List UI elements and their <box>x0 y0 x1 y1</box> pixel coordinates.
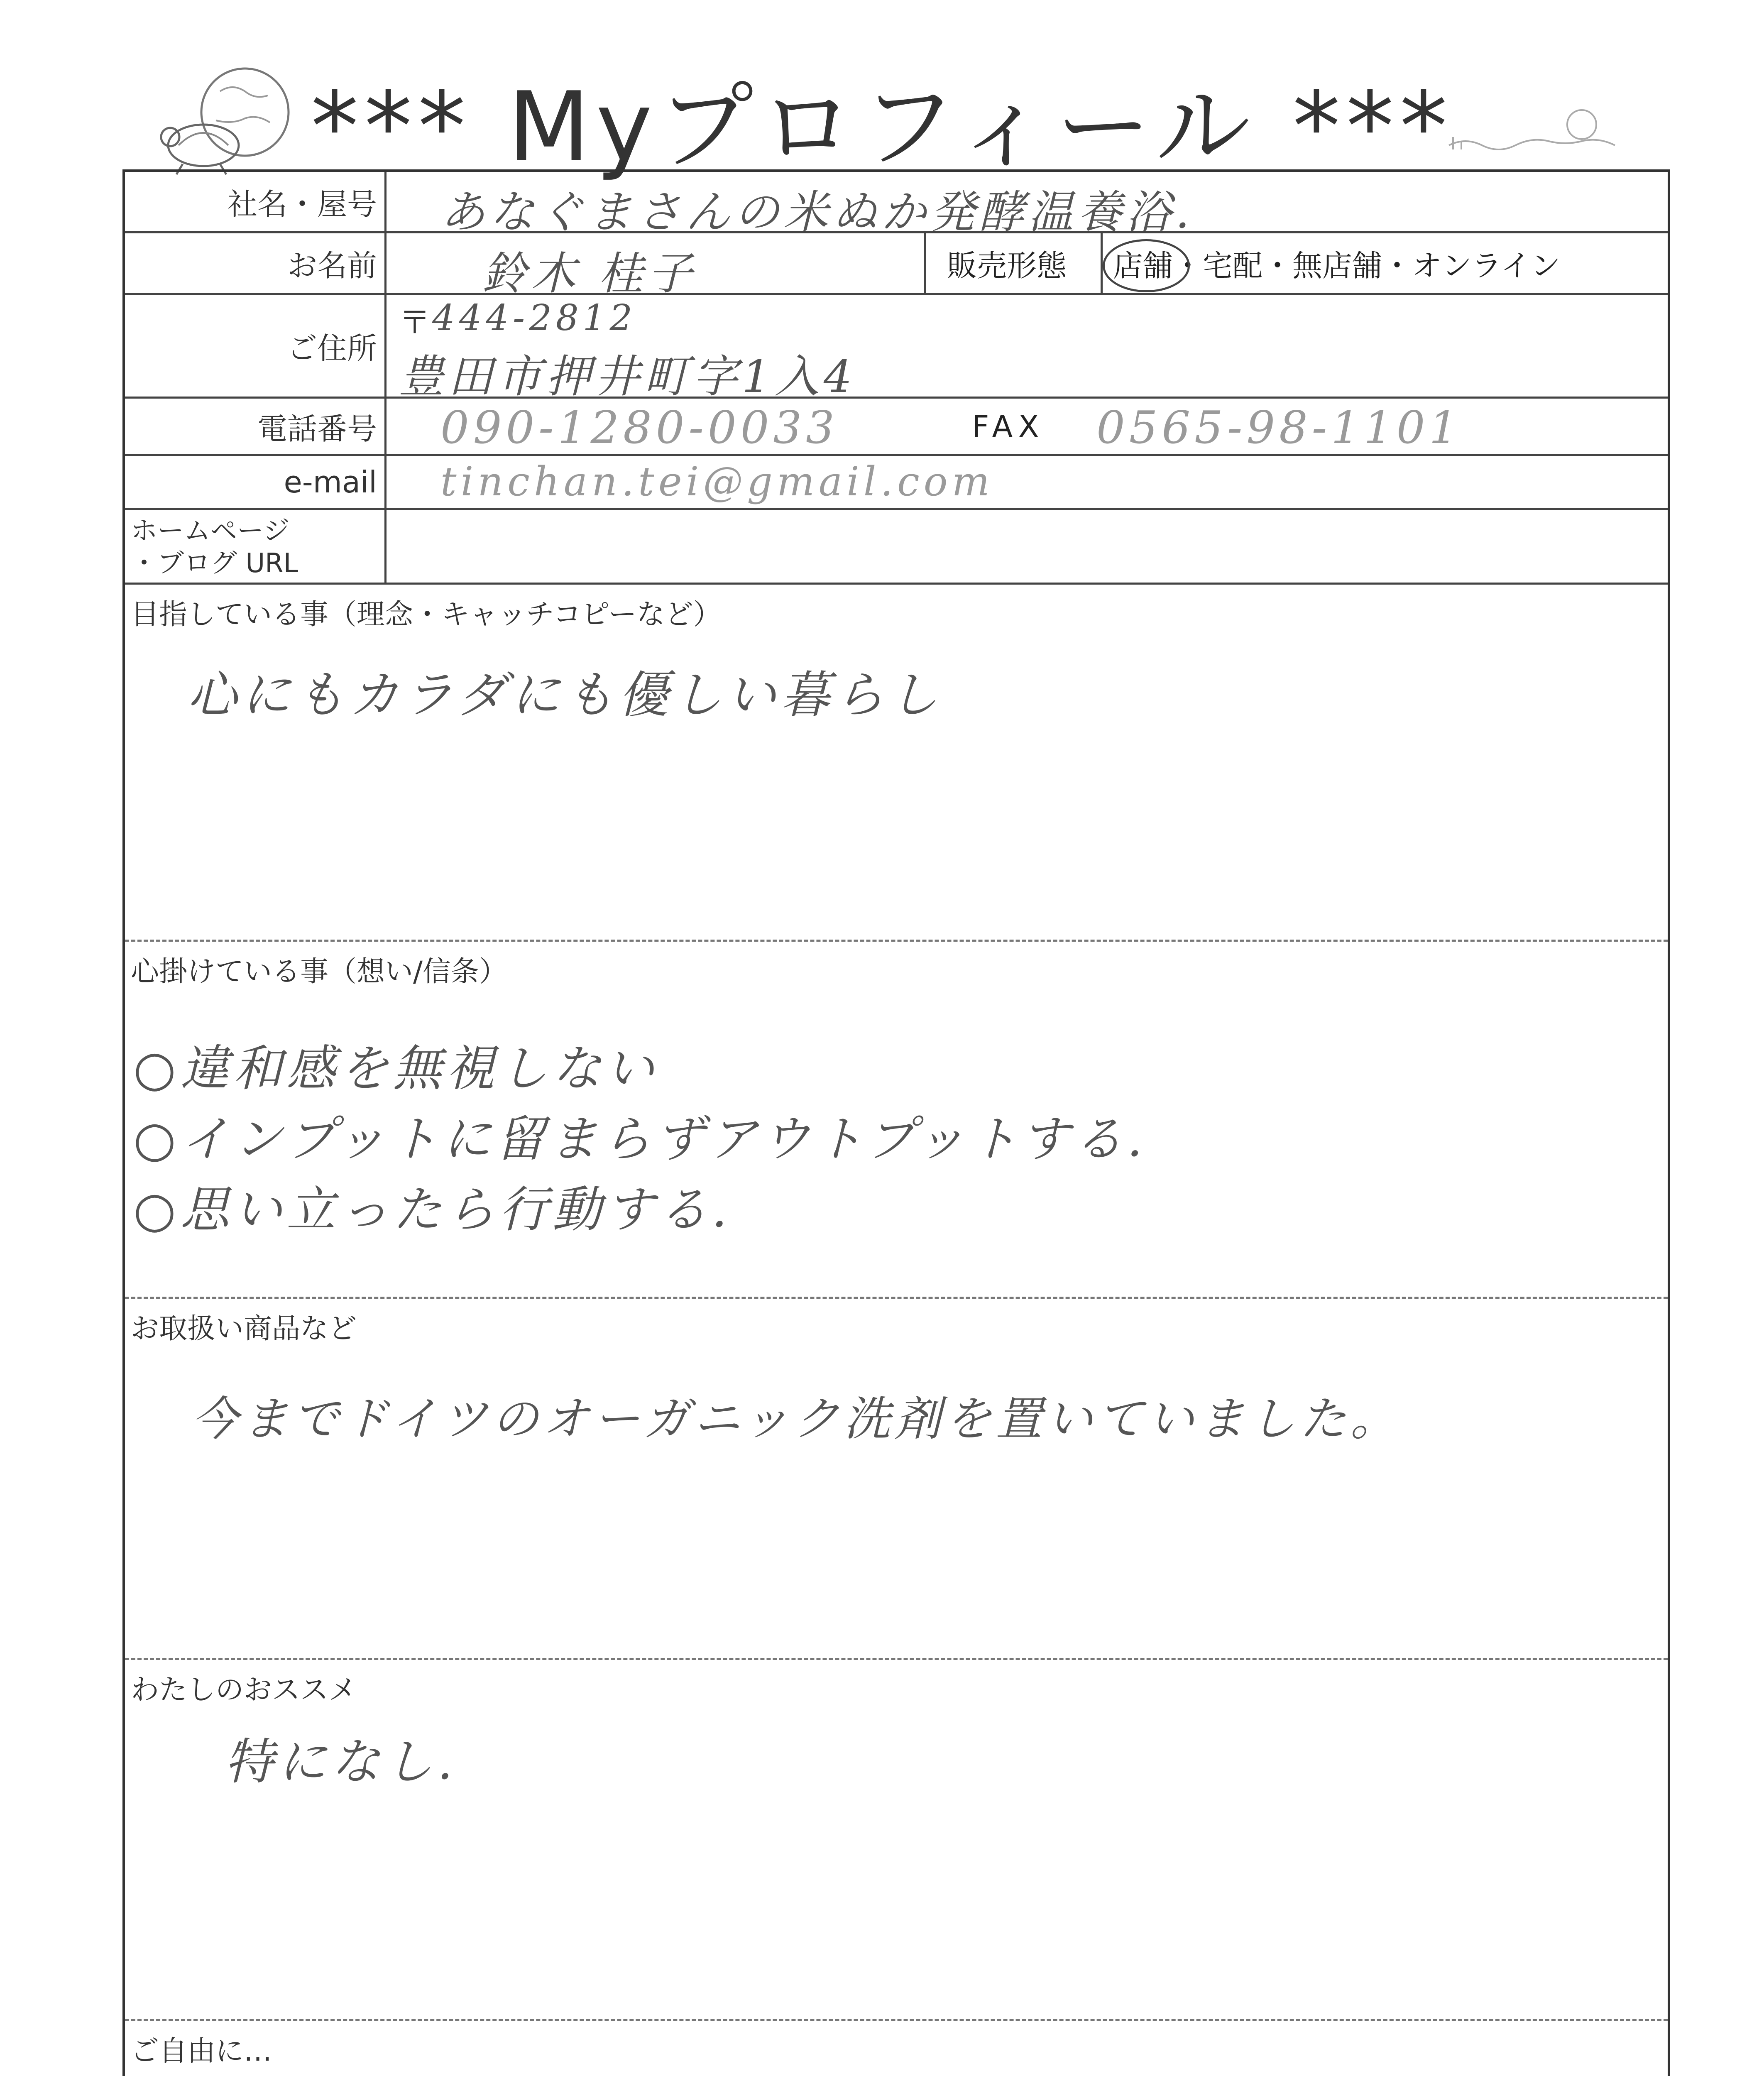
phone-value: 090-1280-0033 <box>440 402 839 454</box>
name-label: お名前 <box>125 233 387 293</box>
aim-text: 心にもカラダにも優しい暮らし <box>187 666 942 724</box>
postal-mark: 〒 <box>399 304 435 341</box>
fax-value: 0565-98-1101 <box>1096 402 1462 454</box>
homepage-row <box>125 510 1668 585</box>
sales-option-store: 店舗 <box>1113 248 1173 283</box>
free-section <box>125 2021 1668 2076</box>
aim-section <box>125 585 1668 942</box>
email-value: tinchan.tei@gmail.com <box>440 458 994 505</box>
sales-option-others: ・宅配・無店舗・オンライン <box>1173 248 1561 283</box>
mind-item-1: ○違和感を無視しない <box>133 1040 658 1097</box>
postal-value: 444-2812 <box>432 297 637 339</box>
free-title: ご自由に… <box>131 2035 272 2068</box>
profile-form <box>122 169 1670 2076</box>
company-label: 社名・屋号 <box>125 172 387 231</box>
products-text: 今までドイツのオーガニック洗剤を置いていました。 <box>191 1392 1401 1446</box>
page-title: *** Myプロフィール *** <box>311 72 1453 183</box>
email-row <box>125 456 1668 510</box>
recommend-title: わたしのおススメ <box>131 1674 357 1706</box>
phone-label: 電話番号 <box>125 399 387 454</box>
name-value: 鈴木 桂子 <box>482 248 697 300</box>
products-title: お取扱い商品など <box>131 1312 357 1345</box>
name-row <box>125 233 1668 300</box>
mind-item-3: ○思い立ったら行動する. <box>133 1181 732 1238</box>
store-circle-mark <box>1103 239 1190 292</box>
turtle-globe-illustration <box>158 62 299 179</box>
homepage-label-line2: ・ブログ URL <box>131 548 298 579</box>
company-row <box>125 172 1668 238</box>
sales-divider <box>924 233 926 293</box>
mind-section <box>125 942 1668 1299</box>
products-section <box>125 1299 1668 1660</box>
email-label: e-mail <box>125 456 387 508</box>
recommend-section <box>125 1660 1668 2021</box>
homepage-label-line1: ホームページ <box>131 516 290 546</box>
address-label: ご住所 <box>125 295 387 397</box>
company-value: あなぐまさんの米ぬか発酵温養浴. <box>440 186 1194 238</box>
sales-label: 販売形態 <box>947 248 1067 283</box>
sales-divider-2 <box>1101 233 1103 293</box>
decorative-illustration <box>1445 100 1644 162</box>
address-value: 豊田市押井町字1入4 <box>399 351 856 403</box>
homepage-label <box>125 510 387 583</box>
fax-label: FAX <box>972 409 1045 444</box>
address-row <box>125 295 1668 403</box>
recommend-text: 特になし. <box>225 1733 457 1790</box>
mind-item-2: ○インプットに留まらずアウトプットする. <box>133 1110 1147 1168</box>
phone-row <box>125 399 1668 456</box>
mind-title: 心掛けている事（想い/信条） <box>131 955 507 988</box>
aim-title: 目指している事（理念・キャッチコピーなど） <box>131 598 722 631</box>
